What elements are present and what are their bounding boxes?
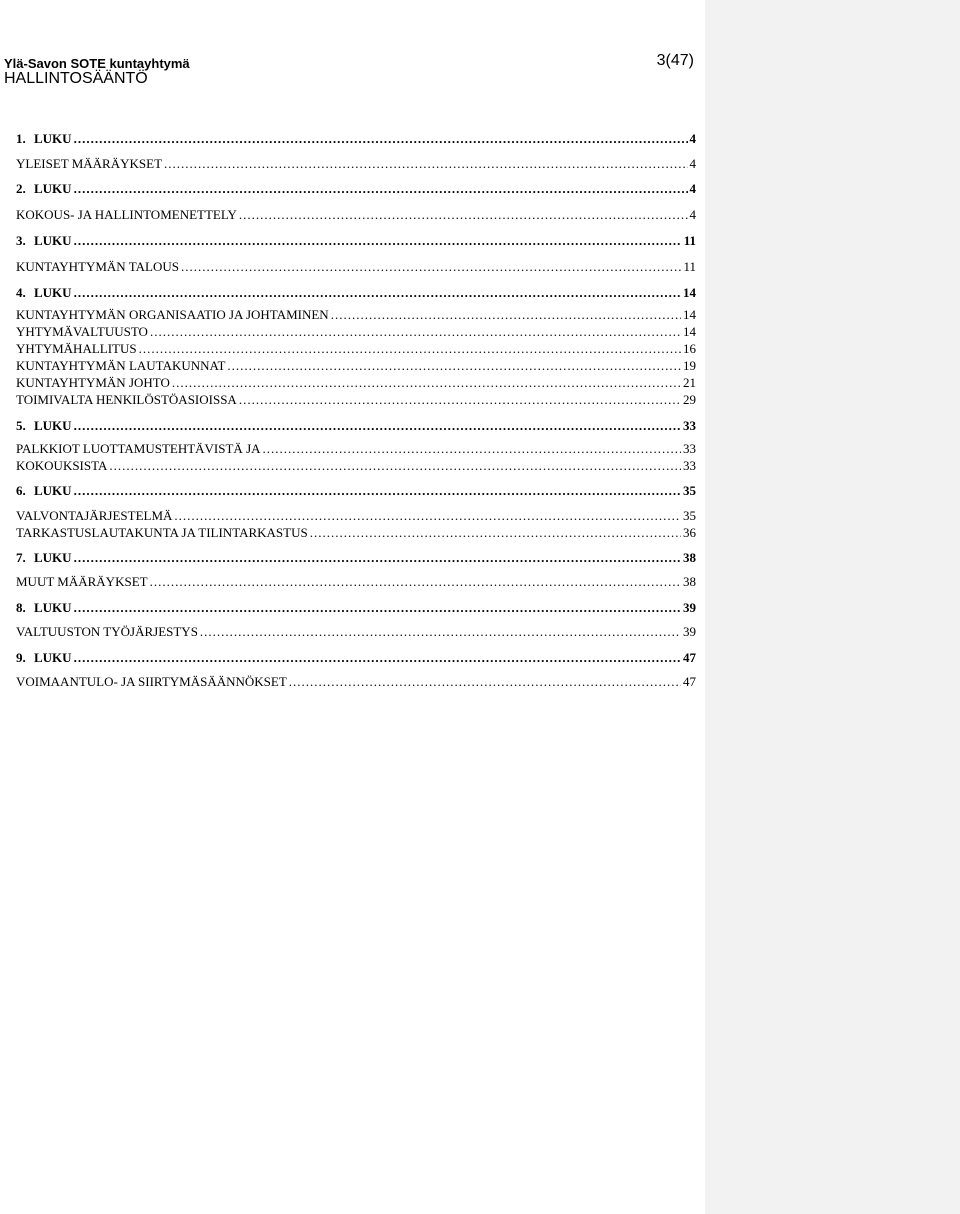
toc-entry-number: 6. <box>16 483 26 498</box>
toc-entry-label: LUKU <box>34 131 72 146</box>
toc-entry-page: 19 <box>683 358 696 373</box>
toc-entry-page: 11 <box>683 233 696 248</box>
toc-chapter-entry[interactable] <box>16 550 696 566</box>
toc-chapter-entry[interactable] <box>16 650 696 666</box>
toc-entry-page: 11 <box>683 259 696 274</box>
toc-section-entry[interactable] <box>16 441 696 457</box>
toc-entry-label: KOKOUS- JA HALLINTOMENETTELY <box>16 207 237 222</box>
toc-entry-label: YHTYMÄHALLITUS <box>16 341 137 356</box>
toc-dot-leader <box>150 324 681 340</box>
toc-dot-leader <box>239 207 688 223</box>
toc-entry-number: 9. <box>16 650 26 665</box>
toc-entry-number: 4. <box>16 285 26 300</box>
toc-dot-leader <box>74 550 681 566</box>
toc-entry-page: 47 <box>683 650 696 665</box>
toc-entry-page: 4 <box>689 156 696 171</box>
toc-dot-leader <box>74 233 682 249</box>
toc-entry-label: LUKU <box>34 285 72 300</box>
toc-entry-label: KOKOUKSISTA <box>16 458 108 473</box>
toc-section-entry[interactable] <box>16 458 696 474</box>
toc-dot-leader <box>227 358 681 374</box>
toc-dot-leader <box>181 259 682 275</box>
toc-entry-page: 39 <box>683 624 696 639</box>
toc-entry-label: LUKU <box>34 233 72 248</box>
toc-dot-leader <box>139 341 681 357</box>
toc-dot-leader <box>109 458 681 474</box>
toc-entry-page: 4 <box>689 181 696 196</box>
toc-entry-page: 38 <box>683 550 696 565</box>
page-number: 3(47) <box>656 52 694 69</box>
toc-entry-page: 35 <box>683 508 696 523</box>
toc-entry-label: LUKU <box>34 181 72 196</box>
toc-entry-number: 3. <box>16 233 26 248</box>
toc-entry-page: 47 <box>683 674 696 689</box>
toc-entry-label: LUKU <box>34 550 72 565</box>
toc-entry-label: KUNTAYHTYMÄN TALOUS <box>16 259 179 274</box>
toc-entry-page: 38 <box>683 574 696 589</box>
toc-chapter-entry[interactable] <box>16 483 696 499</box>
toc-dot-leader <box>74 483 681 499</box>
toc-entry-label: LUKU <box>34 418 72 433</box>
toc-chapter-entry[interactable] <box>16 285 696 301</box>
toc-dot-leader <box>150 574 681 590</box>
toc-entry-label: KUNTAYHTYMÄN ORGANISAATIO JA JOHTAMINEN <box>16 307 329 322</box>
toc-chapter-entry[interactable] <box>16 233 696 249</box>
toc-chapter-entry[interactable] <box>16 181 696 197</box>
toc-entry-label: TARKASTUSLAUTAKUNTA JA TILINTARKASTUS <box>16 525 308 540</box>
toc-section-entry[interactable] <box>16 624 696 640</box>
toc-section-entry[interactable] <box>16 324 696 340</box>
toc-entry-label: VALTUUSTON TYÖJÄRJESTYS <box>16 624 198 639</box>
toc-dot-leader <box>74 285 681 301</box>
toc-entry-label: VOIMAANTULO- JA SIIRTYMÄSÄÄNNÖKSET <box>16 674 287 689</box>
toc-dot-leader <box>74 650 681 666</box>
toc-entry-page: 14 <box>683 324 696 339</box>
toc-entry-label: KUNTAYHTYMÄN LAUTAKUNNAT <box>16 358 226 373</box>
toc-entry-page: 4 <box>689 131 696 146</box>
toc-dot-leader <box>289 674 681 690</box>
toc-section-entry[interactable] <box>16 574 696 590</box>
toc-entry-page: 35 <box>683 483 696 498</box>
toc-entry-page: 33 <box>683 418 696 433</box>
toc-entry-label: LUKU <box>34 600 72 615</box>
toc-entry-page: 33 <box>683 441 696 456</box>
toc-entry-page: 16 <box>683 341 696 356</box>
toc-entry-page: 39 <box>683 600 696 615</box>
toc-entry-page: 21 <box>683 375 696 390</box>
toc-entry-page: 14 <box>683 285 696 300</box>
toc-dot-leader <box>239 392 681 408</box>
toc-dot-leader <box>200 624 681 640</box>
toc-section-entry[interactable] <box>16 525 696 541</box>
toc-entry-number: 7. <box>16 550 26 565</box>
toc-dot-leader <box>74 131 688 147</box>
toc-entry-page: 4 <box>689 207 696 222</box>
toc-chapter-entry[interactable] <box>16 600 696 616</box>
toc-entry-page: 33 <box>683 458 696 473</box>
toc-dot-leader <box>74 418 681 434</box>
toc-entry-number: 1. <box>16 131 26 146</box>
toc-entry-label: LUKU <box>34 650 72 665</box>
toc-section-entry[interactable] <box>16 207 696 223</box>
toc-dot-leader <box>74 600 681 616</box>
toc-section-entry[interactable] <box>16 307 696 323</box>
toc-section-entry[interactable] <box>16 259 696 275</box>
toc-entry-number: 5. <box>16 418 26 433</box>
comment-margin-panel <box>705 0 960 1214</box>
organization-name: Ylä-Savon SOTE kuntayhtymä <box>4 56 190 71</box>
toc-section-entry[interactable] <box>16 375 696 391</box>
toc-entry-number: 8. <box>16 600 26 615</box>
toc-entry-label: KUNTAYHTYMÄN JOHTO <box>16 375 170 390</box>
toc-entry-label: MUUT MÄÄRÄYKSET <box>16 574 148 589</box>
toc-chapter-entry[interactable] <box>16 418 696 434</box>
toc-section-entry[interactable] <box>16 156 696 172</box>
toc-dot-leader <box>164 156 687 172</box>
toc-dot-leader <box>263 441 681 457</box>
toc-entry-label: YHTYMÄVALTUUSTO <box>16 324 148 339</box>
toc-entry-label: LUKU <box>34 483 72 498</box>
toc-entry-page: 36 <box>683 525 696 540</box>
toc-section-entry[interactable] <box>16 358 696 374</box>
toc-entry-page: 29 <box>683 392 696 407</box>
toc-dot-leader <box>331 307 681 323</box>
toc-chapter-entry[interactable] <box>16 131 696 147</box>
toc-section-entry[interactable] <box>16 508 696 524</box>
toc-section-entry[interactable] <box>16 392 696 408</box>
toc-dot-leader <box>74 181 688 197</box>
toc-dot-leader <box>310 525 681 541</box>
toc-entry-label: PALKKIOT LUOTTAMUSTEHTÄVISTÄ JA <box>16 441 261 456</box>
toc-dot-leader <box>172 375 681 391</box>
toc-entry-label: TOIMIVALTA HENKILÖSTÖASIOISSA <box>16 392 237 407</box>
toc-dot-leader <box>174 508 681 524</box>
toc-entry-label: VALVONTAJÄRJESTELMÄ <box>16 508 173 523</box>
toc-section-entry[interactable] <box>16 341 696 357</box>
document-title: HALLINTOSÄÄNTÖ <box>4 70 148 87</box>
toc-entry-number: 2. <box>16 181 26 196</box>
toc-entry-label: YLEISET MÄÄRÄYKSET <box>16 156 163 171</box>
toc-entry-page: 14 <box>683 307 696 322</box>
toc-section-entry[interactable] <box>16 674 696 690</box>
